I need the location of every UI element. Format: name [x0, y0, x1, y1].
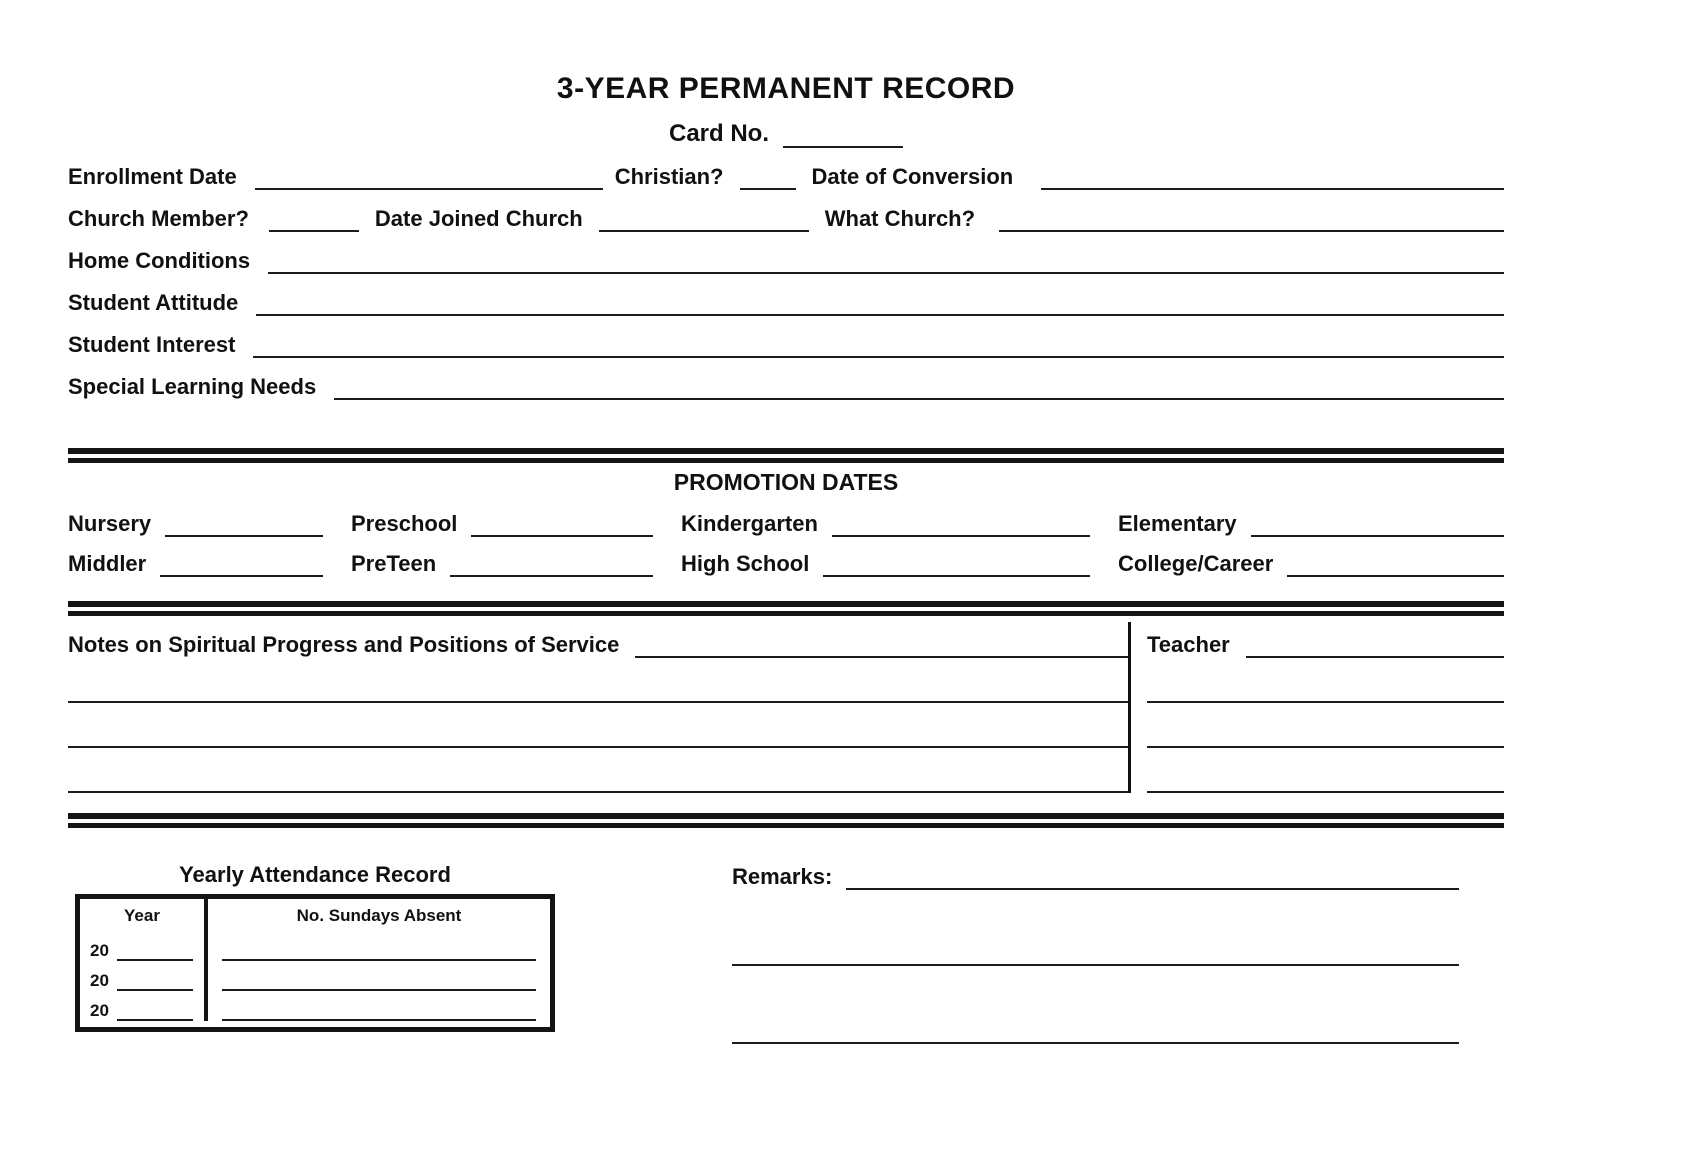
notes-blank-0	[635, 650, 1128, 658]
notes-blank-2	[68, 740, 1128, 748]
attendance-absent-cell	[208, 991, 550, 1021]
date-of-conversion-label: Date of Conversion	[811, 164, 1014, 189]
notes-blank-3	[68, 785, 1128, 793]
enrollment-section	[68, 148, 1504, 400]
teacher-line-row	[1147, 703, 1504, 748]
promotion-elementary	[1118, 511, 1504, 537]
attendance-table	[75, 894, 555, 1032]
student-interest-label: Student Interest	[68, 332, 236, 357]
home-conditions-blank	[268, 266, 1504, 274]
notes-line-row	[68, 658, 1128, 703]
remarks-blank-0	[846, 882, 1459, 890]
promotion-college-career	[1118, 551, 1504, 577]
college-career-blank	[1287, 569, 1504, 577]
elementary-blank	[1251, 529, 1504, 537]
promotion-row-2	[68, 537, 1504, 577]
special-learning-needs-row	[68, 358, 1504, 400]
absent-blank-1	[222, 953, 536, 961]
attendance-year-cell	[80, 991, 208, 1021]
notes-line-row	[68, 703, 1128, 748]
date-of-conversion-blank	[1041, 182, 1504, 190]
date-joined-church-label: Date Joined Church	[374, 206, 583, 231]
year-prefix: 20	[90, 940, 109, 960]
promotion-nursery	[68, 511, 351, 537]
home-conditions-row	[68, 232, 1504, 274]
card-number-label: Card No.	[668, 120, 769, 147]
church-member-label: Church Member?	[68, 206, 249, 231]
attendance-section	[68, 862, 562, 1044]
promotion-preteen	[351, 551, 681, 577]
elementary-label: Elementary	[1118, 510, 1237, 536]
notes-label: Notes on Spiritual Progress and Positions of Service	[68, 631, 620, 657]
preschool-label: Preschool	[351, 510, 458, 536]
card-number-blank	[783, 140, 903, 148]
college-career-label: College/Career	[1118, 550, 1274, 576]
preteen-label: PreTeen	[351, 550, 437, 576]
special-learning-needs-label: Special Learning Needs	[68, 374, 317, 399]
student-attitude-row	[68, 274, 1504, 316]
absent-blank-2	[222, 983, 536, 991]
date-joined-church-blank	[599, 224, 809, 232]
attendance-heading: Yearly Attendance Record	[179, 861, 451, 887]
sundays-absent-column-header: No. Sundays Absent	[296, 905, 462, 925]
teacher-blank-2	[1147, 740, 1504, 748]
home-conditions-label: Home Conditions	[68, 248, 251, 273]
enrollment-date-label: Enrollment Date	[68, 164, 237, 189]
teacher-blank-3	[1147, 785, 1504, 793]
attendance-absent-cell	[208, 961, 550, 991]
promotion-heading: PROMOTION DATES	[673, 469, 899, 495]
notes-section	[68, 616, 1504, 793]
student-interest-blank	[253, 350, 1504, 358]
kindergarten-label: Kindergarten	[681, 510, 818, 536]
kindergarten-blank	[832, 529, 1090, 537]
year-prefix: 20	[90, 1000, 109, 1020]
enrollment-date-blank	[255, 182, 603, 190]
enrollment-date-row	[68, 148, 1504, 190]
year-blank-2	[117, 983, 193, 991]
promotion-kindergarten	[681, 511, 1118, 537]
high-school-blank	[823, 569, 1090, 577]
nursery-label: Nursery	[68, 510, 152, 536]
teacher-label-row	[1147, 622, 1504, 658]
student-attitude-label: Student Attitude	[68, 290, 239, 315]
notes-blank-1	[68, 695, 1128, 703]
special-learning-needs-blank	[334, 392, 1504, 400]
remarks-section	[732, 862, 1459, 1044]
record-card	[68, 74, 1504, 1044]
student-interest-row	[68, 316, 1504, 358]
teacher-line-row	[1147, 748, 1504, 793]
remarks-label: Remarks:	[732, 863, 833, 889]
notes-label-row	[68, 622, 1128, 658]
year-column-header: Year	[80, 899, 208, 931]
christian-blank	[740, 182, 796, 190]
preteen-blank	[450, 569, 653, 577]
teacher-label: Teacher	[1147, 631, 1230, 657]
remarks-blank-1	[732, 958, 1459, 966]
promotion-section	[68, 469, 1504, 577]
attendance-absent-cell	[208, 931, 550, 961]
preschool-blank	[471, 529, 653, 537]
year-prefix: 20	[90, 970, 109, 990]
attendance-year-cell	[80, 931, 208, 961]
high-school-label: High School	[681, 550, 810, 576]
middler-label: Middler	[68, 550, 147, 576]
attendance-year-cell	[80, 961, 208, 991]
remarks-label-row	[732, 862, 1459, 890]
what-church-blank	[999, 224, 1504, 232]
teacher-blank-1	[1147, 695, 1504, 703]
nursery-blank	[165, 529, 323, 537]
christian-label: Christian?	[614, 164, 724, 189]
notes-line-row	[68, 748, 1128, 793]
notes-column	[68, 622, 1131, 793]
promotion-preschool	[351, 511, 681, 537]
church-member-row	[68, 190, 1504, 232]
promotion-row-1	[68, 497, 1504, 537]
form-title: 3-YEAR PERMANENT RECORD	[556, 72, 1016, 105]
church-member-blank	[269, 224, 359, 232]
middler-blank	[160, 569, 323, 577]
bottom-section	[68, 862, 1504, 1044]
what-church-label: What Church?	[824, 206, 976, 231]
card-number-row	[68, 120, 1504, 148]
promotion-high-school	[681, 551, 1118, 577]
year-blank-1	[117, 953, 193, 961]
student-attitude-blank	[256, 308, 1504, 316]
teacher-blank-0	[1246, 650, 1504, 658]
remarks-blank-2	[732, 1036, 1459, 1044]
teacher-line-row	[1147, 658, 1504, 703]
teacher-column	[1131, 622, 1504, 793]
section-divider-rule	[68, 448, 1504, 463]
section-divider-rule	[68, 601, 1504, 616]
absent-blank-3	[222, 1013, 536, 1021]
promotion-middler	[68, 551, 351, 577]
year-blank-3	[117, 1013, 193, 1021]
section-divider-rule	[68, 813, 1504, 828]
